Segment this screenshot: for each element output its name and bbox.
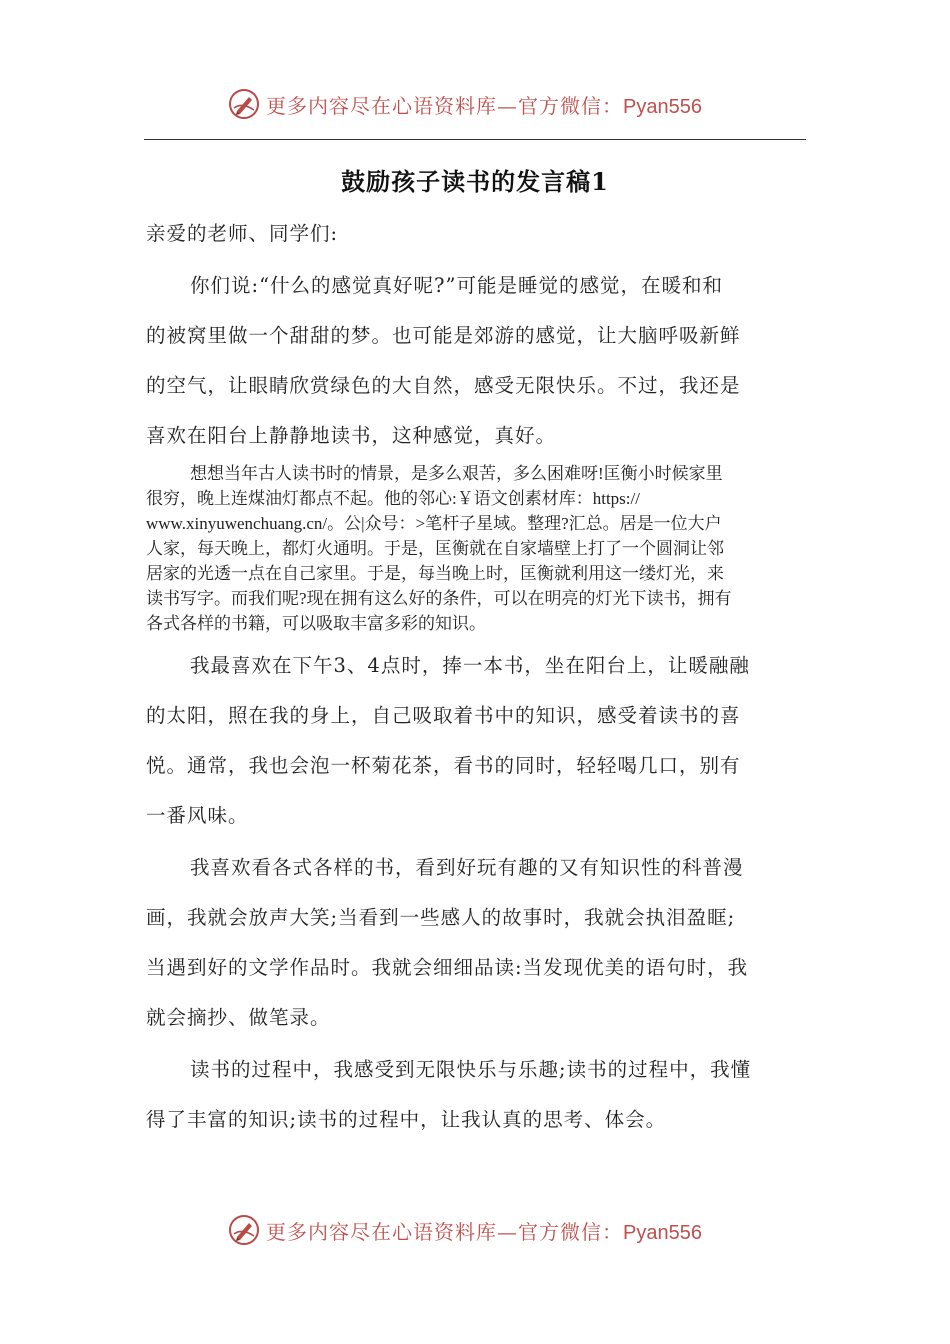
inserted-line: 很穷，晚上连煤油灯都点不起。他的邻心:￥语文创素材库：https:// bbox=[146, 489, 640, 508]
paragraph-line: 得了丰富的知识;读书的过程中，让我认真的思考、体会。 bbox=[146, 1108, 667, 1131]
paragraph-line: 的空气，让眼睛欣赏绿色的大自然，感受无限快乐。不过，我还是 bbox=[146, 374, 741, 397]
paragraph-line: 就会摘抄、做笔录。 bbox=[146, 1006, 331, 1029]
inserted-line: 人家，每天晚上，都灯火通明。于是，匡衡就在自家墙壁上打了一个圆洞让邻 bbox=[146, 539, 724, 558]
inserted-line: www.xinyuwenchuang.cn/。公|众号：>笔杆子星域。整理?汇总。居是一位大户 bbox=[146, 514, 722, 533]
pen-logo-icon bbox=[228, 88, 260, 120]
paragraph-line: 画，我就会放声大笑;当看到一些感人的故事时，我就会执泪盈眶; bbox=[146, 906, 736, 929]
pen-logo-icon bbox=[228, 1214, 260, 1246]
greeting: 亲爱的老师、同学们: bbox=[146, 222, 339, 245]
paragraph-line: 读书的过程中，我感受到无限快乐与乐趣;读书的过程中，我懂 bbox=[190, 1058, 752, 1081]
paragraph-line: 的太阳，照在我的身上，自己吸取着书中的知识，感受着读书的喜 bbox=[146, 704, 741, 727]
inserted-line: 想想当年古人读书时的情景，是多么艰苦，多么困难呀!匡衡小时候家里 bbox=[190, 464, 723, 483]
inserted-line: 读书写字。而我们呢?现在拥有这么好的条件，可以在明亮的灯光下读书，拥有 bbox=[146, 589, 732, 608]
header-banner bbox=[0, 84, 950, 124]
document-title: 鼓励孩子读书的发言稿1 bbox=[341, 167, 609, 196]
paragraph-line: 你们说:“什么的感觉真好呢?”可能是睡觉的感觉，在暖和和 bbox=[190, 274, 723, 297]
paragraph-line: 喜欢在阳台上静静地读书，这种感觉，真好。 bbox=[146, 424, 557, 447]
paragraph-line: 我喜欢看各式各样的书，看到好玩有趣的又有知识性的科普漫 bbox=[190, 856, 744, 879]
paragraph-line: 一番风味。 bbox=[146, 804, 249, 827]
header-divider bbox=[144, 139, 806, 140]
paragraph-line: 的被窝里做一个甜甜的梦。也可能是郊游的感觉，让大脑呼吸新鲜 bbox=[146, 324, 741, 347]
paragraph-line: 悦。通常，我也会泡一杯菊花茶，看书的同时，轻轻喝几口，别有 bbox=[146, 754, 741, 777]
banner-text: 更多内容尽在心语资料库—官方微信：Pyan556 bbox=[266, 1220, 702, 1244]
banner-text: 更多内容尽在心语资料库—官方微信：Pyan556 bbox=[266, 94, 702, 118]
inserted-line: 各式各样的书籍，可以吸取丰富多彩的知识。 bbox=[146, 614, 486, 633]
paragraph-line: 当遇到好的文学作品时。我就会细细品读:当发现优美的语句时，我 bbox=[146, 956, 749, 979]
paragraph-line: 我最喜欢在下午3、4点时，捧一本书，坐在阳台上，让暖融融 bbox=[190, 654, 750, 677]
footer-banner bbox=[0, 1210, 950, 1250]
inserted-line: 居家的光透一点在自己家里。于是，每当晚上时，匡衡就利用这一缕灯光，来 bbox=[146, 564, 724, 583]
